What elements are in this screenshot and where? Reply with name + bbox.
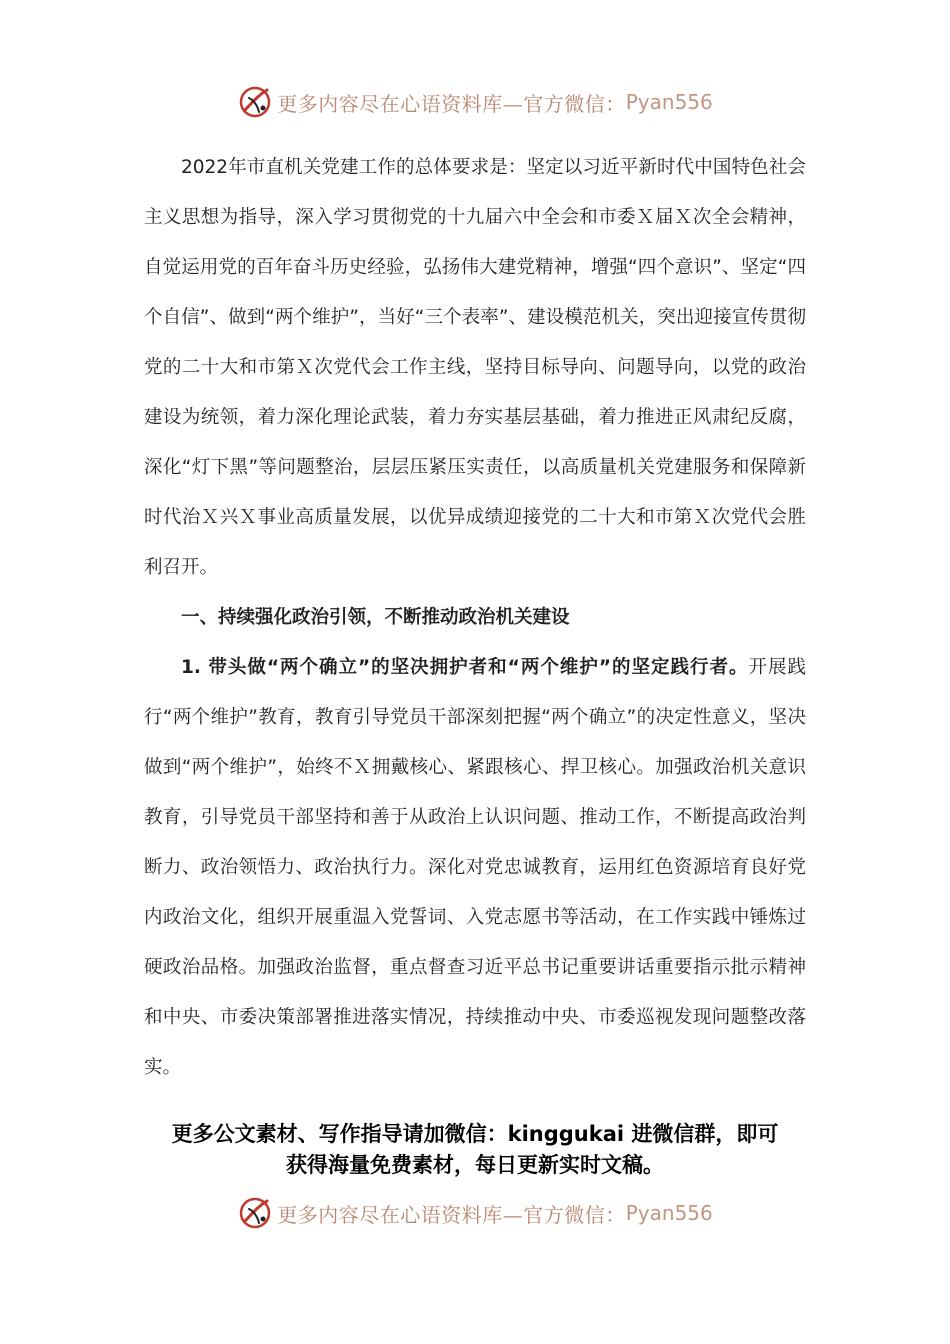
header-banner xyxy=(0,82,950,122)
promo-notice xyxy=(120,1119,830,1181)
section-heading: 一、持续强化政治引领，不断推动政治机关建设 xyxy=(181,607,570,628)
footer-banner xyxy=(0,1193,950,1233)
brand-logo-icon xyxy=(237,84,273,120)
footer-wechat-id: Pyan556 xyxy=(625,1201,713,1225)
promo-line-2: 获得海量免费素材，每日更新实时文稿。 xyxy=(286,1153,664,1177)
document-body xyxy=(144,143,806,1093)
intro-paragraph: 2022年市直机关党建工作的总体要求是：坚定以习近平新时代中国特色社会主义思想为指导，深入学习贯彻党的十九届六中全会和市委Ｘ届Ｘ次全会精神，自觉运用党的百年奋斗历史经验，弘扬伟大建党精神，增强“四个意识”、坚定“四个自信”、做到“两个维护”，当好“三个表率”、建设模范机关，突出迎接宣传贯彻党的二十大和市第Ｘ次党代会工作主线，坚持目标导向、问题导向，以党的政治建设为统领，着力深化理论武装，着力夯实基层基础，着力推进正风肃纪反腐，深化“灯下黑”等问题整治，层层压紧压实责任，以高质量机关党建服务和保障新时代治Ｘ兴Ｘ事业高质量发展，以优异成绩迎接党的二十大和市第Ｘ次党代会胜利召开。 xyxy=(144,157,806,578)
item-1-lead: 1. 带头做“两个确立”的坚决拥护者和“两个维护”的坚定践行者。 xyxy=(181,657,749,678)
footer-banner-text: 更多内容尽在心语资料库—官方微信： xyxy=(277,1202,626,1227)
item-1-paragraph xyxy=(144,643,806,1093)
header-banner-text: 更多内容尽在心语资料库—官方微信： xyxy=(277,91,626,116)
header-wechat-id: Pyan556 xyxy=(625,90,713,114)
item-1-body: 开展践行“两个维护”教育，教育引导党员干部深刻把握“两个确立”的决定性意义，坚决做到“两个维护”，始终不Ｘ拥戴核心、紧跟核心、捍卫核心。加强政治机关意识教育，引导党员干部坚持和善于从政治上认识问题、推动工作，不断提高政治判断力、政治领悟力、政治执行力。深化对党忠诚教育，运用红色资源培育良好党内政治文化，组织开展重温入党誓词、入党志愿书等活动，在工作实践中锤炼过硬政治品格。加强政治监督，重点督查习近平总书记重要讲话重要指示批示精神和中央、市委决策部署推进落实情况，持续推动中央、市委巡视发现问题整改落实。 xyxy=(144,657,806,1078)
promo-line-1: 更多公文素材、写作指导请加微信：kinggukai 进微信群，即可 xyxy=(171,1122,779,1146)
brand-logo-icon xyxy=(237,1195,273,1231)
